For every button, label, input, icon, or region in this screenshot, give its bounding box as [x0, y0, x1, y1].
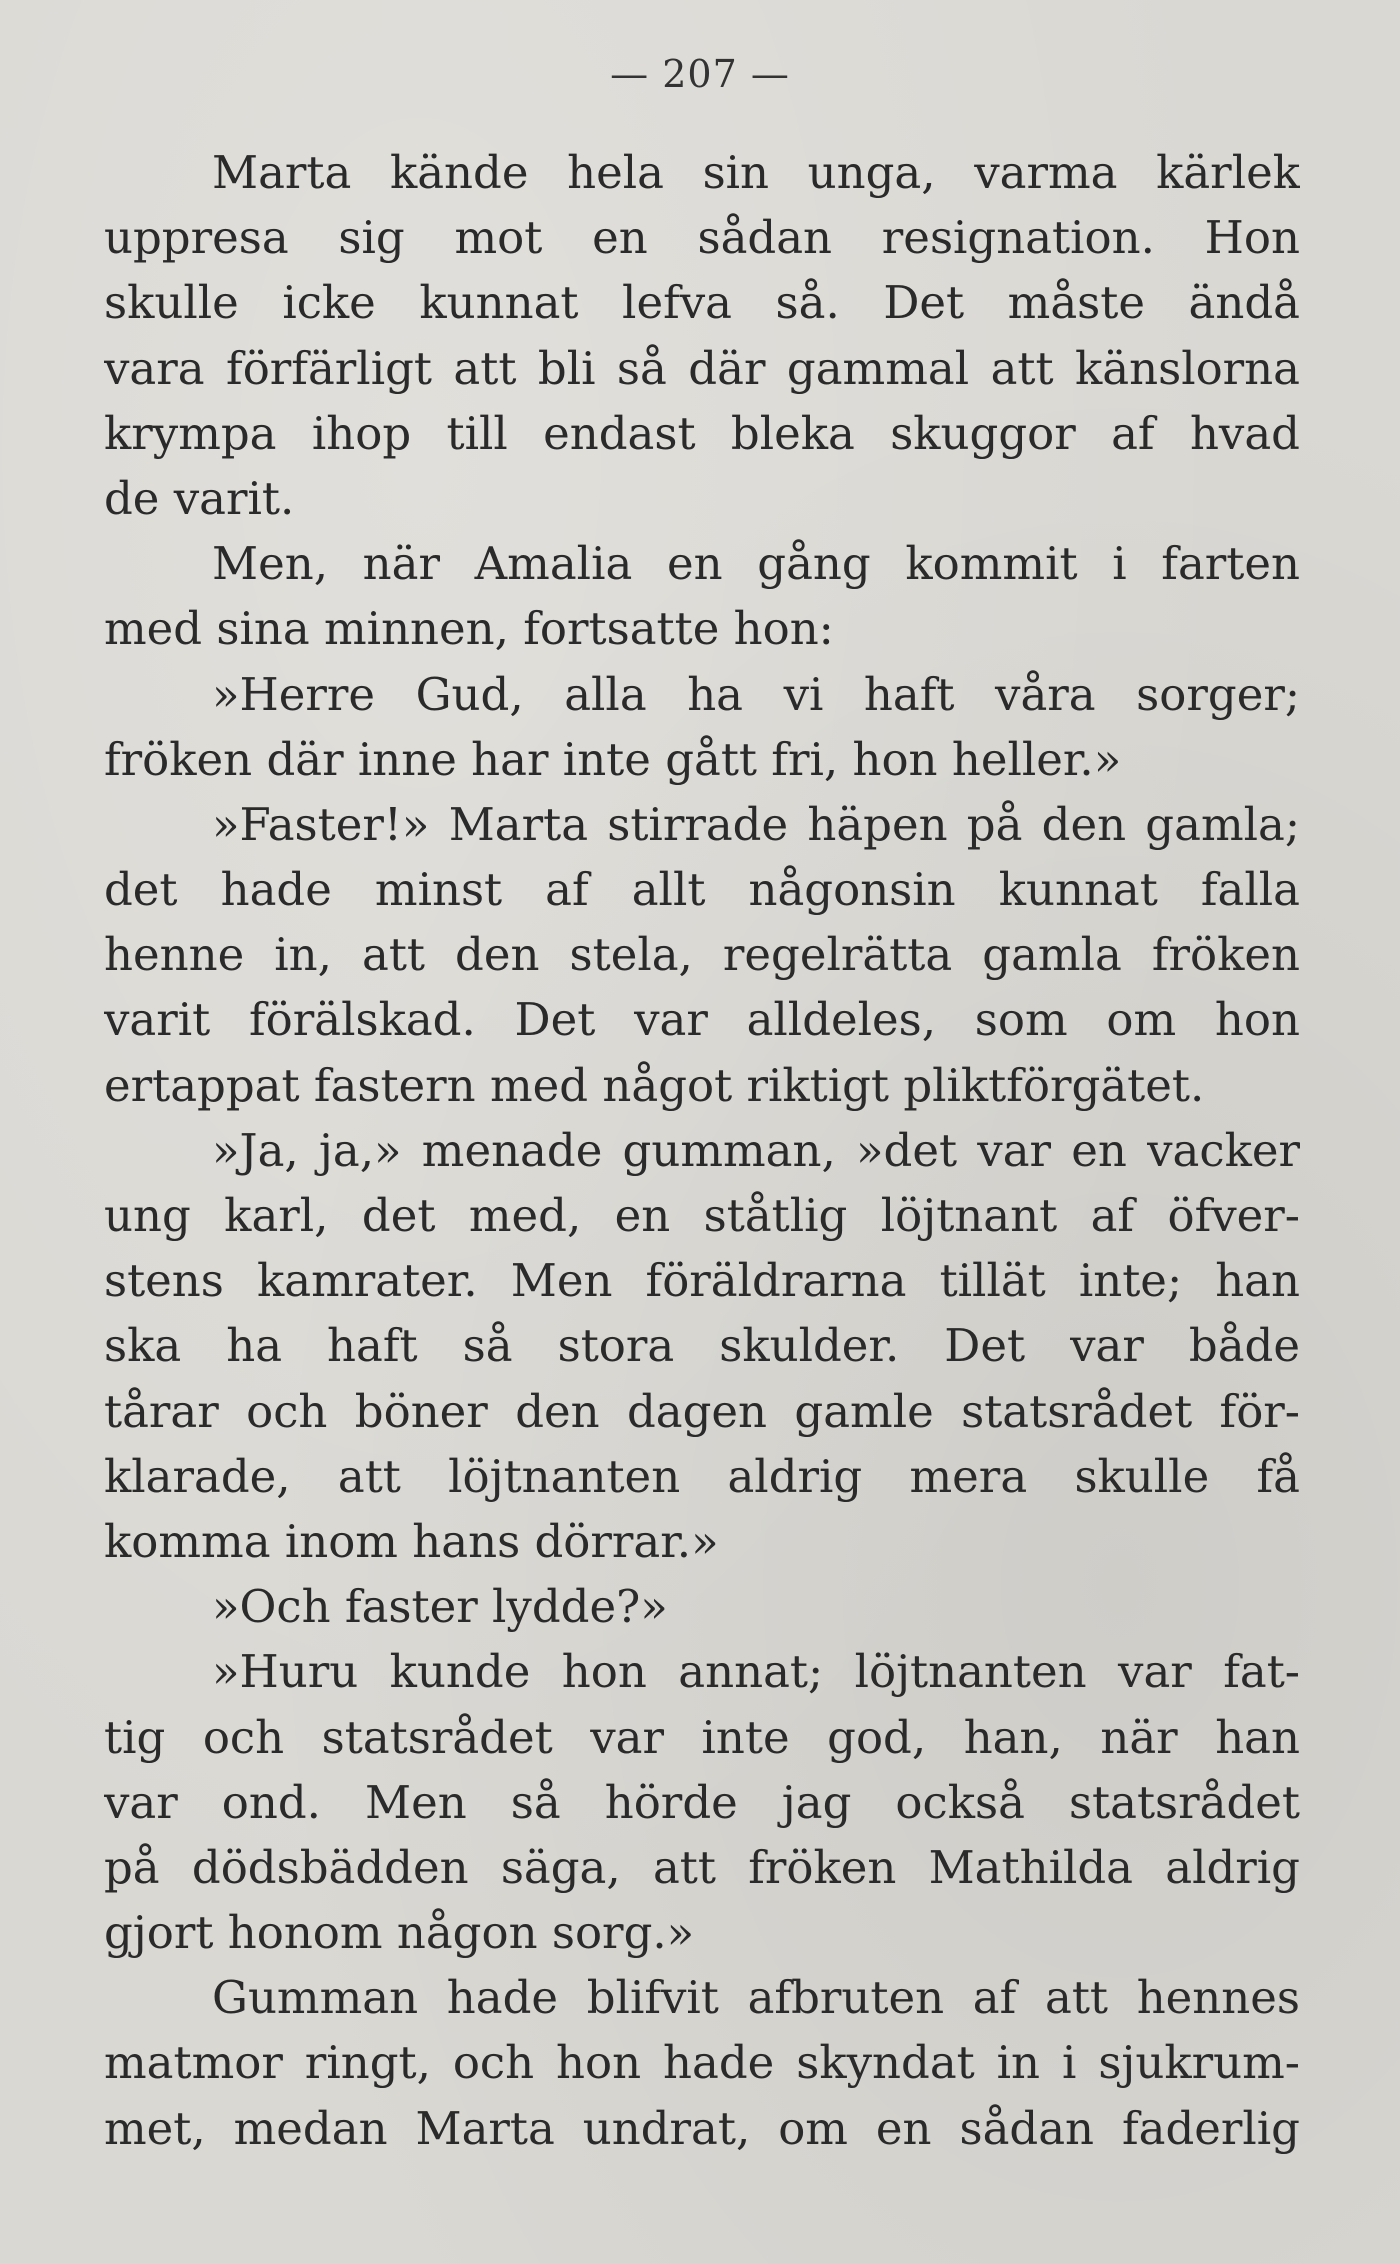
text-line: ska ha haft så stora skulder. Det var både [104, 1319, 1300, 1373]
text-line: tig och statsrådet var inte god, han, när han [104, 1710, 1300, 1764]
text-line: »Herre Gud, alla ha vi haft våra sorger; [212, 667, 1300, 721]
text-line: fröken där inne har inte gått fri, hon heller.» [104, 732, 1122, 786]
text-line: tårar och böner den dagen gamle statsrådet för- [104, 1384, 1300, 1438]
page-number-header: — 207 — [610, 52, 790, 96]
text-line: det hade minst af allt någonsin kunnat falla [104, 863, 1300, 917]
page-text-body [104, 140, 1300, 2161]
text-line: med sina minnen, fortsatte hon: [104, 602, 834, 656]
text-line: varit förälskad. Det var alldeles, som om hon [104, 993, 1300, 1047]
text-line: Marta kände hela sin unga, varma kärlek [212, 146, 1300, 199]
text-line: vara förfärligt att bli så där gammal att känslorna [104, 341, 1300, 395]
text-line: på dödsbädden säga, att fröken Mathilda aldrig [104, 1840, 1300, 1894]
text-line: var ond. Men så hörde jag också statsrådet [104, 1775, 1300, 1829]
text-line: ung karl, det med, en ståtlig löjtnant af öfver- [104, 1189, 1300, 1242]
text-line: »Och faster lydde?» [212, 1580, 668, 1634]
text-line: klarade, att löjtnanten aldrig mera skulle få [104, 1449, 1300, 1503]
text-line: »Huru kunde hon annat; löjtnanten var fat- [212, 1645, 1300, 1699]
text-line: »Faster!» Marta stirrade häpen på den gamla; [212, 797, 1300, 851]
text-line: gjort honom någon sorg.» [104, 1906, 695, 1960]
text-line: de varit. [104, 471, 295, 525]
text-line: henne in, att den stela, regelrätta gamla fröken [104, 928, 1300, 982]
text-line: met, medan Marta undrat, om en sådan faderlig [104, 2101, 1300, 2155]
text-line: ertappat fastern med något riktigt pliktförgätet. [104, 1058, 1205, 1112]
text-line: Men, när Amalia en gång kommit i farten [212, 537, 1300, 591]
text-line: »Ja, ja,» menade gumman, »det var en vacker [212, 1123, 1300, 1177]
text-line: uppresa sig mot en sådan resignation. Hon [104, 211, 1300, 265]
text-line: matmor ringt, och hon hade skyndat in i sjukrum- [104, 2036, 1300, 2090]
text-line: krympa ihop till endast bleka skuggor af hvad [104, 406, 1300, 460]
text-line: Gumman hade blifvit afbruten af att hennes [212, 1971, 1300, 2025]
text-line: stens kamrater. Men föräldrarna tillät inte; han [104, 1254, 1300, 1308]
text-line: komma inom hans dörrar.» [104, 1514, 719, 1568]
text-line: skulle icke kunnat lefva så. Det måste ändå [104, 276, 1300, 330]
